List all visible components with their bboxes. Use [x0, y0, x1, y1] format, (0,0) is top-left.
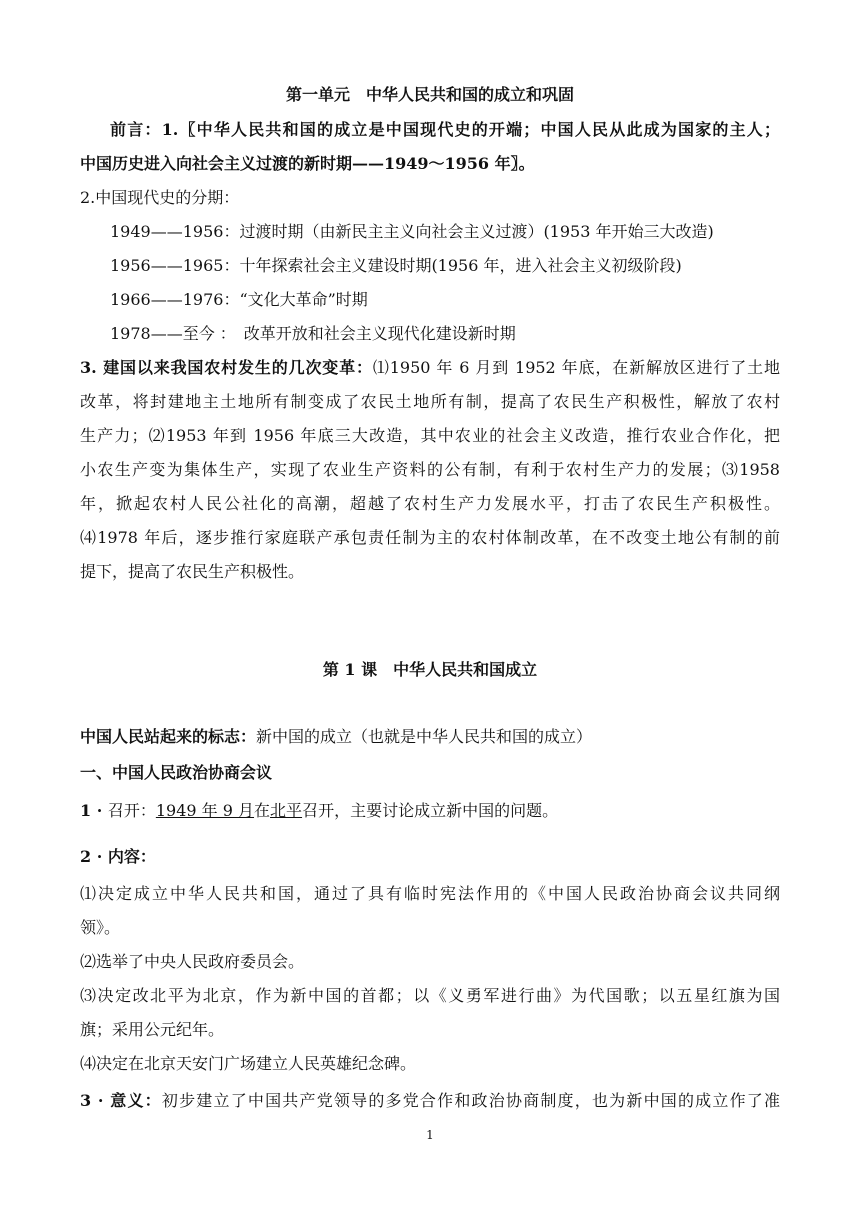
lesson-title: 第 1 课 中华人民共和国成立 [322, 660, 538, 679]
significance-text: 初步建立了中国共产党领导的多党合作和政治协商制度，也为新中国的成立作了准 [161, 1091, 780, 1110]
unit-title: 第一单元 中华人民共和国的成立和巩固 [285, 85, 574, 104]
rural-line-1 [80, 357, 780, 379]
rural-line: 年，掀起农村人民公社化的高潮，超越了农村生产力发展水平，打击了农民生产积极性。 [80, 494, 780, 513]
stand-up-text: 新中国的成立（也就是中华人民共和国的成立） [256, 727, 593, 746]
preface-lead: 前言： [110, 120, 162, 139]
preface-line-2: 中国历史进入向社会主义过渡的新时期——1949～1956 年〗。 [80, 154, 535, 173]
content-item: ⑷决定在北京天安门广场建立人民英雄纪念碑。 [80, 1054, 417, 1073]
page-number: 1 [426, 1128, 434, 1142]
rural-line: 生产力；⑵1953 年到 1956 年底三大改造，其中农业的社会主义改造，推行农业合作化，把 [80, 426, 780, 445]
content-heading: 2 · 内容： [80, 847, 156, 866]
significance-line [80, 1090, 780, 1112]
convene-rest: 召开，主要讨论成立新中国的问题。 [302, 801, 559, 820]
preface-line-1 [110, 119, 780, 141]
content-item: ⑶决定改北平为北京，作为新中国的首都；以《义勇军进行曲》为代国歌；以五星红旗为国 [80, 986, 780, 1005]
convene-label: 召开： [107, 801, 156, 820]
stand-up-lead: 中国人民站起来的标志： [80, 727, 257, 746]
significance-lead: 3 · 意义： [80, 1091, 162, 1110]
rural-line-last: 提下，提高了农民生产积极性。 [80, 562, 305, 581]
convene-in: 在 [254, 801, 271, 820]
content-item: ⑴决定成立中华人民共和国，通过了具有临时宪法作用的《中国人民政治协商会议共同纲 [80, 884, 780, 903]
rural-line: ⑷1978 年后，逐步推行家庭联产承包责任制为主的农村体制改革，在不改变土地公有制的前 [80, 528, 780, 547]
content-item: 旗；采用公元纪年。 [80, 1020, 225, 1039]
content-item: ⑵选举了中央人民政府委员会。 [80, 952, 305, 971]
content-item: 领》。 [80, 918, 121, 937]
period-item: 1949——1956：过渡时期（由新民主主义向社会主义过渡）(1953 年开始三大改造) [110, 222, 714, 241]
rural-line: 小农生产变为集体生产，实现了农业生产资料的公有制，有利于农村生产力的发展；⑶1958 [80, 460, 780, 479]
rural-lead: 3. 建国以来我国农村发生的几次变革： [80, 358, 373, 377]
rural-text: ⑴1950 年 6 月到 1952 年底，在新解放区进行了土地 [372, 358, 780, 377]
convene-line [80, 800, 780, 822]
convene-lead: 1 · [80, 801, 108, 820]
stand-up-line [80, 726, 780, 748]
preface-text-1: 1.〖中华人民共和国的成立是中国现代史的开端；中国人民从此成为国家的主人； [161, 120, 780, 139]
periods-heading: 2.中国现代史的分期： [80, 188, 240, 207]
period-item: 1956——1965：十年探索社会主义建设时期(1956 年，进入社会主义初级阶段) [110, 256, 682, 275]
period-item: 1966——1976：“文化大革命”时期 [110, 290, 368, 309]
convene-place: 北平 [270, 801, 303, 820]
rural-line: 改革，将封建地主土地所有制变成了农民土地所有制，提高了农民生产积极性，解放了农村 [80, 392, 780, 411]
convene-date: 1949 年 9 月 [155, 801, 255, 820]
period-item: 1978——至今 ： 改革开放和社会主义现代化建设新时期 [110, 324, 516, 343]
section-heading: 一、中国人民政治协商会议 [80, 763, 273, 782]
